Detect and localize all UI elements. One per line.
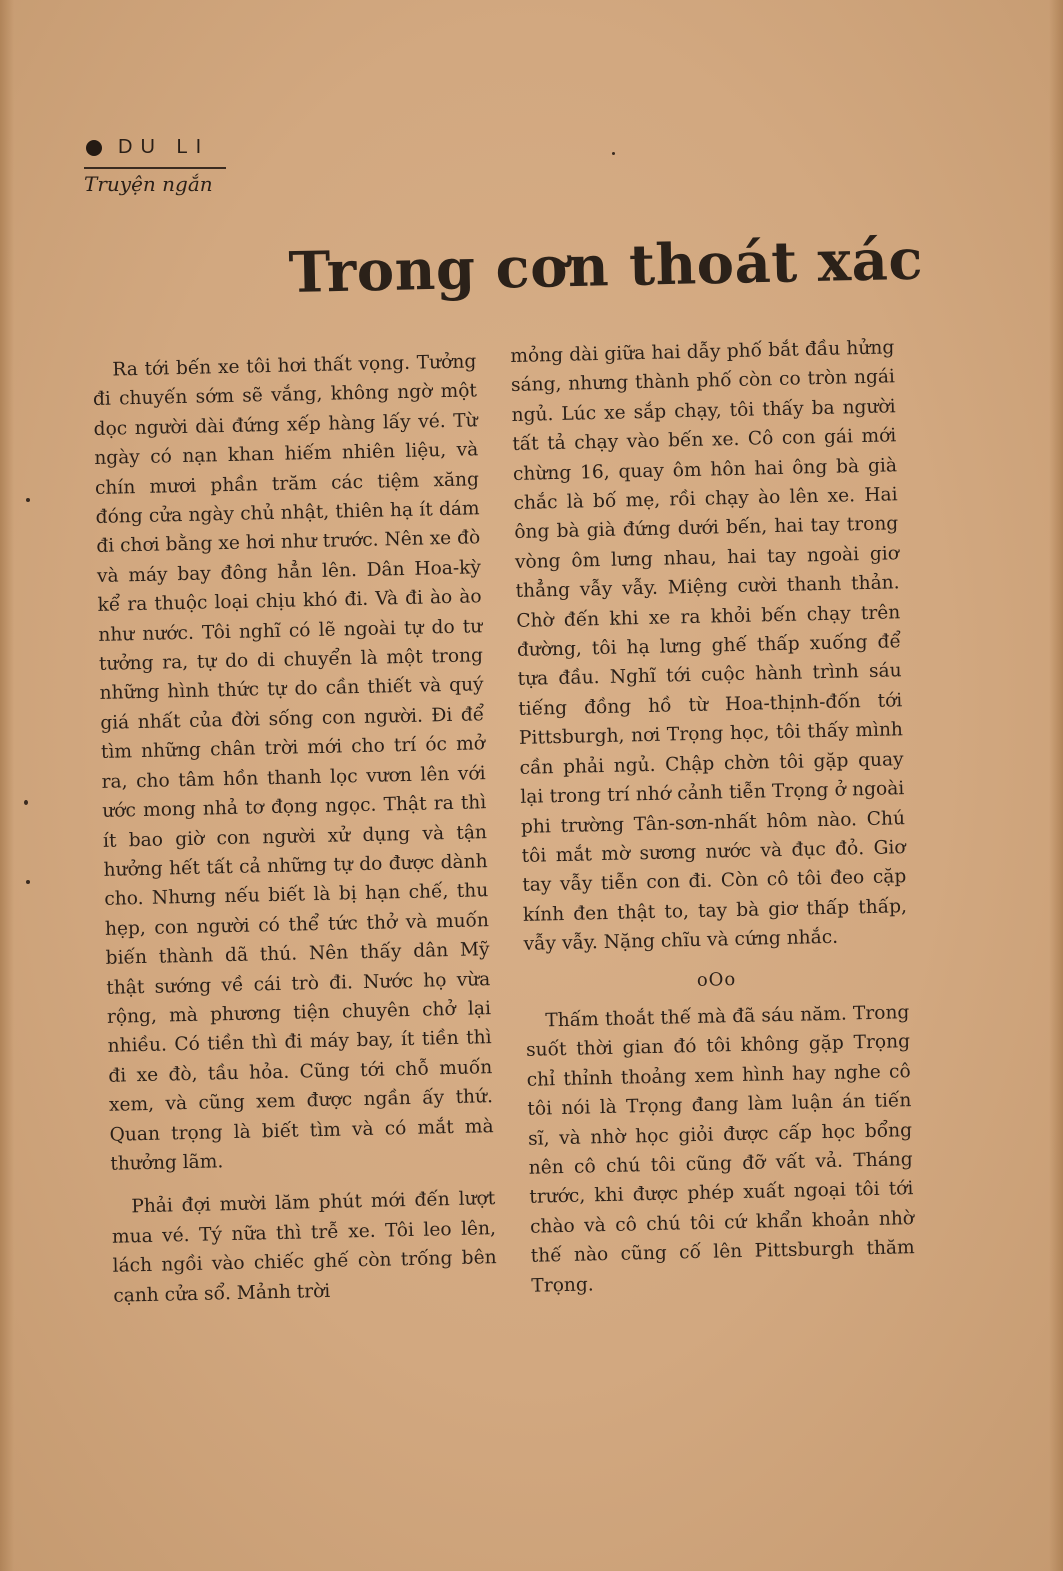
paragraph: Thấm thoắt thế mà đã sáu năm. Trong suốt thời gian đó tôi không gặp Trọng chỉ thỉnh thoảng xem hình hay nghe cô tôi nói là Trọng đang làm luận án tiến sĩ, và nhờ học giỏi được cấp học bổng nên cô chú tôi cũng đỡ vất vả. Tháng trước, khi được phép xuất ngoại tôi tới chào và cô chú tôi cứ khẩn khoản nhờ thế nào cũng cố lên Pittsburgh thăm Trọng. [525,1002,915,1297]
page-edge-shadow-right [1049,0,1063,1571]
author-underline [84,167,226,169]
genre-label: Truyện ngắn [84,172,213,196]
paper-speck [26,498,30,502]
page-edge-shadow-left [0,0,14,1571]
paragraph: Ra tới bến xe tôi hơi thất vọng. Tưởng đi chuyến sớm sẽ vắng, không ngờ một dọc người dài đứng xếp hàng lấy vé. Từ ngày có nạn khan hiếm nhiên liệu, và chín mươi phần trăm các tiệm xăng đóng cửa ngày chủ nhật, thiên hạ ít dám đi chơi bằng xe hơi như trước. Nên xe đò và máy bay đông hẳn lên. Dân Hoa-kỳ kể ra thuộc loại chịu khó đi. Và đi ào ào như nước. Tôi nghĩ có lẽ ngoài tự do tư tưởng ra, tự do di chuyển là một trong những hình thức tự do cần thiết và quý giá nhất của đời sống con người. Đi để tìm những chân trời mới cho trí óc mở ra, cho tâm hồn thanh lọc vươn lên với ước mong nhả tơ đọng ngọc. Thật ra thì ít bao giờ con người xử dụng và tận hưởng hết tất cả những tự do được dành cho. Nhưng nếu biết là bị hạn chế, thu hẹp, con người có thể tức thở và muốn biến thành dã thú. Nên thấy dân Mỹ thật sướng về cái trò đi. Nước họ vừa rộng, mà phương tiện chuyên chở lại nhiều. Có tiền thì đi máy bay, ít tiền thì đi xe đò, tầu hỏa. Cũng tới chỗ muốn xem, và cũng xem được ngần ấy thứ. Quan trọng là biết tìm và có mắt mà thưởng lãm. [92,351,494,1175]
paper-speck [26,880,30,884]
section-separator: oOo [696,968,737,991]
bullet-icon [86,140,102,156]
paper-speck [612,152,615,155]
paragraph: mỏng dài giữa hai dẫy phố bắt đầu hửng sáng, nhưng thành phố còn co tròn ngái ngủ. Lúc xe sắp chạy, tôi thấy ba người tất tả chạy vào bến xe. Cô con gái mới chừng 16, quay ôm hôn hai ông bà già chắc là bố mẹ, rồi chạy ào lên xe. Hai ông bà già đứng dưới bến, hai tay trong vòng ôm lưng nhau, hai tay ngoài giơ thẳng vẫy vẫy. Miệng cười thanh thản. Chờ đến khi xe ra khỏi bến chạy trên đường, tôi hạ lưng ghế thấp xuống để tựa đầu. Nghĩ tới cuộc hành trình sáu tiếng đồng hồ từ Hoa-thịnh-đốn tới Pittsburgh, nơi Trọng học, tôi thấy mình cần phải ngủ. Chập chờn tôi gặp quay lại trong trí nhớ cảnh tiễn Trọng ở ngoài phi trường Tân-sơn-nhất hôm nào. Chú tôi mắt mờ sương nước và đục đỏ. Giơ tay vẫy tiễn con đi. Còn cô tôi đeo cặp kính đen thật to, tay bà giơ thấp thấp, vẫy vẫy. Nặng chĩu và cứng nhắc. [510,337,908,955]
text-column-left [92,347,498,1310]
paragraph: Phải đợi mười lăm phút mới đến lượt mua vé. Tý nữa thì trễ xe. Tôi leo lên, lách ngồi vào chiếc ghế còn trống bên cạnh cửa sổ. Mảnh trời [111,1188,497,1307]
text-column-right [510,333,916,1300]
story-title: Trong cơn thoát xác [288,226,924,306]
author-name: DU LI [118,136,210,158]
paper-speck [24,800,28,805]
author-line [86,136,209,159]
